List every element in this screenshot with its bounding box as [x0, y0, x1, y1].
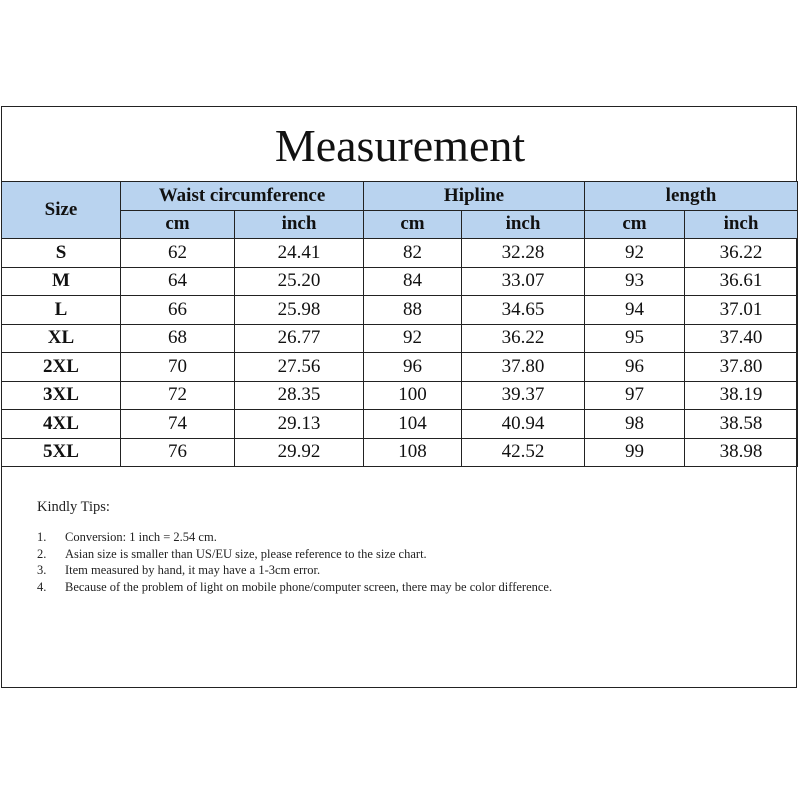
tips-title: Kindly Tips:	[37, 499, 110, 515]
size-header: Size	[2, 182, 121, 239]
measure-cell: 37.80	[462, 353, 585, 382]
table-row	[2, 353, 798, 382]
measure-cell: 36.22	[462, 324, 585, 353]
measure-cell: 70	[121, 353, 235, 382]
table-row	[2, 239, 798, 268]
measure-cell: 84	[364, 267, 462, 296]
size-cell: L	[2, 296, 121, 325]
size-cell: 2XL	[2, 353, 121, 382]
measure-cell: 36.22	[685, 239, 798, 268]
hipline-header: Hipline	[364, 182, 585, 211]
tip-text: Because of the problem of light on mobile phone/computer screen, there may be color difference.	[65, 579, 553, 594]
measure-cell: 72	[121, 381, 235, 410]
size-table-body	[2, 239, 798, 467]
measure-cell: 33.07	[462, 267, 585, 296]
tip-item	[37, 529, 757, 546]
table-row	[2, 410, 798, 439]
table-row	[2, 381, 798, 410]
measure-cell: 76	[121, 438, 235, 467]
page-title: Measurement	[274, 120, 526, 171]
measure-cell: 25.20	[235, 267, 364, 296]
measure-cell: 34.65	[462, 296, 585, 325]
tip-item	[37, 579, 757, 596]
size-table	[1, 181, 798, 467]
measure-cell: 39.37	[462, 381, 585, 410]
measure-cell: 108	[364, 438, 462, 467]
kindly-tips	[37, 499, 757, 595]
measure-cell: 74	[121, 410, 235, 439]
table-header-row	[2, 182, 798, 211]
measure-cell: 25.98	[235, 296, 364, 325]
tip-number: 4.	[37, 579, 47, 594]
measure-cell: 40.94	[462, 410, 585, 439]
length-cm-header: cm	[585, 210, 685, 239]
table-row	[2, 324, 798, 353]
measure-cell: 93	[585, 267, 685, 296]
waist-cm-header: cm	[121, 210, 235, 239]
tip-item	[37, 562, 757, 579]
measure-cell: 94	[585, 296, 685, 325]
length-inch-header: inch	[685, 210, 798, 239]
measure-cell: 88	[364, 296, 462, 325]
size-cell: 5XL	[2, 438, 121, 467]
measure-cell: 42.52	[462, 438, 585, 467]
measure-cell: 95	[585, 324, 685, 353]
size-cell: 3XL	[2, 381, 121, 410]
measure-cell: 38.19	[685, 381, 798, 410]
measure-cell: 62	[121, 239, 235, 268]
size-cell: XL	[2, 324, 121, 353]
measure-cell: 38.58	[685, 410, 798, 439]
tips-list	[37, 529, 757, 595]
tip-text: Conversion: 1 inch = 2.54 cm.	[65, 530, 217, 544]
measure-cell: 36.61	[685, 267, 798, 296]
measure-cell: 66	[121, 296, 235, 325]
tip-text: Item measured by hand, it may have a 1-3cm error.	[65, 563, 321, 577]
waist-header: Waist circumference	[121, 182, 364, 211]
size-cell: 4XL	[2, 410, 121, 439]
measure-cell: 96	[585, 353, 685, 382]
table-subheader-row	[2, 210, 798, 239]
tip-number: 2.	[37, 546, 47, 561]
size-cell: S	[2, 239, 121, 268]
tip-number: 1.	[37, 530, 47, 544]
table-row	[2, 438, 798, 467]
measure-cell: 32.28	[462, 239, 585, 268]
measure-cell: 29.92	[235, 438, 364, 467]
measure-cell: 92	[364, 324, 462, 353]
hipline-cm-header: cm	[364, 210, 462, 239]
hipline-inch-header: inch	[462, 210, 585, 239]
table-row	[2, 267, 798, 296]
measure-cell: 68	[121, 324, 235, 353]
tip-item	[37, 546, 757, 563]
measure-cell: 37.80	[685, 353, 798, 382]
measure-cell: 104	[364, 410, 462, 439]
tip-text: Asian size is smaller than US/EU size, please reference to the size chart.	[65, 546, 427, 561]
table-row	[2, 296, 798, 325]
measure-cell: 82	[364, 239, 462, 268]
measure-cell: 96	[364, 353, 462, 382]
waist-inch-header: inch	[235, 210, 364, 239]
measure-cell: 26.77	[235, 324, 364, 353]
size-cell: M	[2, 267, 121, 296]
tip-number: 3.	[37, 563, 47, 577]
length-header: length	[585, 182, 798, 211]
measure-cell: 28.35	[235, 381, 364, 410]
measure-cell: 92	[585, 239, 685, 268]
measure-cell: 98	[585, 410, 685, 439]
measure-cell: 99	[585, 438, 685, 467]
measure-cell: 37.40	[685, 324, 798, 353]
measure-cell: 100	[364, 381, 462, 410]
measure-cell: 97	[585, 381, 685, 410]
measure-cell: 37.01	[685, 296, 798, 325]
measure-cell: 38.98	[685, 438, 798, 467]
measure-cell: 24.41	[235, 239, 364, 268]
measure-cell: 29.13	[235, 410, 364, 439]
measure-cell: 27.56	[235, 353, 364, 382]
measure-cell: 64	[121, 267, 235, 296]
